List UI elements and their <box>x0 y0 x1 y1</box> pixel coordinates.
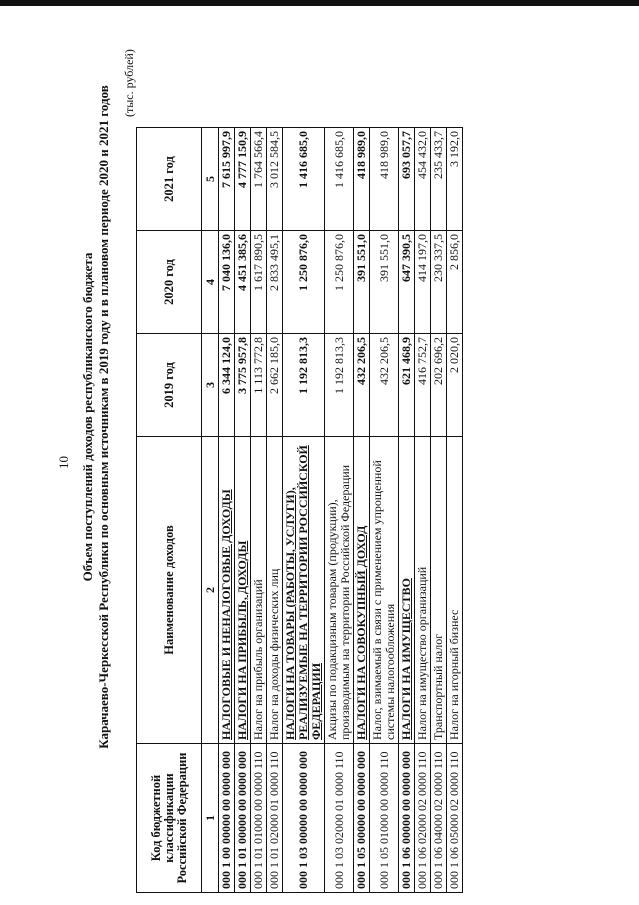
row-2021: 3 192,0 <box>447 128 463 231</box>
page-number: 10 <box>56 456 71 469</box>
row-2020: 2 856,0 <box>447 231 463 334</box>
row-2019: 3 775 957,8 <box>235 334 251 437</box>
header-row <box>137 128 202 893</box>
header-2019: 2019 год <box>137 334 202 437</box>
row-2020: 1 617 890,5 <box>251 231 267 334</box>
row-code: 000 1 00 00000 00 0000 000 <box>219 744 235 893</box>
row-name: Налог на игорный бизнес <box>447 437 463 744</box>
row-2019: 1 192 813,3 <box>283 334 325 437</box>
column-number-row <box>202 128 219 893</box>
table-row <box>415 128 431 893</box>
row-name: НАЛОГИ НА ПРИБЫЛЬ, ДОХОДЫ <box>235 437 251 744</box>
table-row <box>431 128 447 893</box>
header-name: Наименование доходов <box>137 437 202 744</box>
row-2019: 1 113 772,8 <box>251 334 267 437</box>
document-title <box>80 47 112 787</box>
row-2021: 4 777 150,9 <box>235 128 251 231</box>
header-2020: 2020 год <box>137 231 202 334</box>
table-row <box>370 128 399 893</box>
table-row <box>235 128 251 893</box>
row-2019: 416 752,7 <box>415 334 431 437</box>
row-2020: 1 250 876,0 <box>283 231 325 334</box>
budget-table <box>136 127 463 893</box>
row-name: Транспортный налог <box>431 437 447 744</box>
row-2019: 1 192 813,3 <box>325 334 354 437</box>
title-line-1: Объем поступлений доходов республиканского бюджета <box>80 252 95 582</box>
table-row <box>267 128 283 893</box>
row-2021: 418 989,0 <box>354 128 370 231</box>
table-row <box>219 128 235 893</box>
row-name: Налог на доходы физических лиц <box>267 437 283 744</box>
row-name: Акцизы по подакцизным товарам (продукции), производимым на территории Российской Федерации <box>325 437 354 744</box>
row-2019: 6 344 124,0 <box>219 334 235 437</box>
row-2019: 432 206,5 <box>370 334 399 437</box>
table-row <box>399 128 415 893</box>
table-row <box>354 128 370 893</box>
table-row <box>325 128 354 893</box>
row-2019: 202 696,2 <box>431 334 447 437</box>
title-line-2: Карачаево-Черкесской Республики по основным источникам в 2019 году и в плановом периоде 2020 и 2021 годов <box>96 85 111 749</box>
row-code: 000 1 06 02000 02 0000 110 <box>415 744 431 893</box>
row-2020: 230 337,5 <box>431 231 447 334</box>
row-code: 000 1 01 00000 00 0000 000 <box>235 744 251 893</box>
row-2021: 235 433,7 <box>431 128 447 231</box>
column-number: 4 <box>202 231 219 334</box>
row-2019: 2 020,0 <box>447 334 463 437</box>
row-code: 000 1 06 05000 02 0000 110 <box>447 744 463 893</box>
row-2020: 647 390,5 <box>399 231 415 334</box>
row-code: 000 1 03 00000 00 0000 000 <box>283 744 325 893</box>
row-2020: 414 197,0 <box>415 231 431 334</box>
row-code: 000 1 05 00000 00 0000 000 <box>354 744 370 893</box>
scan-edge-bar <box>0 0 639 6</box>
column-number: 3 <box>202 334 219 437</box>
row-2019: 432 206,5 <box>354 334 370 437</box>
row-name: НАЛОГИ НА ТОВАРЫ (РАБОТЫ, УСЛУГИ), РЕАЛИЗУЕМЫЕ НА ТЕРРИТОРИИ РОССИЙСКОЙ ФЕДЕРАЦИИ <box>283 437 325 744</box>
units-label: (тыс. рублей) <box>122 49 136 117</box>
row-2021: 1 764 566,4 <box>251 128 267 231</box>
table-row <box>283 128 325 893</box>
column-number: 1 <box>202 744 219 893</box>
table-row <box>447 128 463 893</box>
row-2020: 391 551,0 <box>354 231 370 334</box>
row-name: Налог на имущество организаций <box>415 437 431 744</box>
row-2021: 7 615 997,9 <box>219 128 235 231</box>
row-name: НАЛОГОВЫЕ И НЕНАЛОГОВЫЕ ДОХОДЫ <box>219 437 235 744</box>
row-2020: 1 250 876,0 <box>325 231 354 334</box>
row-2021: 454 432,0 <box>415 128 431 231</box>
row-code: 000 1 06 00000 00 0000 000 <box>399 744 415 893</box>
row-2021: 418 989,0 <box>370 128 399 231</box>
row-code: 000 1 01 01000 00 0000 110 <box>251 744 267 893</box>
row-code: 000 1 01 02000 01 0000 110 <box>267 744 283 893</box>
row-2021: 1 416 685,0 <box>325 128 354 231</box>
row-code: 000 1 06 04000 02 0000 110 <box>431 744 447 893</box>
row-name: Налог на прибыль организаций <box>251 437 267 744</box>
row-code: 000 1 05 01000 00 0000 110 <box>370 744 399 893</box>
row-2021: 3 012 584,5 <box>267 128 283 231</box>
row-2020: 2 833 495,1 <box>267 231 283 334</box>
row-2020: 4 451 385,6 <box>235 231 251 334</box>
row-2019: 2 662 185,0 <box>267 334 283 437</box>
row-name: НАЛОГИ НА СОВОКУПНЫЙ ДОХОД <box>354 437 370 744</box>
row-2020: 391 551,0 <box>370 231 399 334</box>
row-2021: 693 057,7 <box>399 128 415 231</box>
row-name: НАЛОГИ НА ИМУЩЕСТВО <box>399 437 415 744</box>
column-number: 2 <box>202 437 219 744</box>
row-code: 000 1 03 02000 01 0000 110 <box>325 744 354 893</box>
table-row <box>251 128 267 893</box>
row-name: Налог, взимаемый в связи с применением упрощенной системы налогообложения <box>370 437 399 744</box>
header-code: Код бюджетной классификации Российской Федерации <box>137 744 202 893</box>
row-2021: 1 416 685,0 <box>283 128 325 231</box>
header-2021: 2021 год <box>137 128 202 231</box>
row-2019: 621 468,9 <box>399 334 415 437</box>
column-number: 5 <box>202 128 219 231</box>
row-2020: 7 040 136,0 <box>219 231 235 334</box>
